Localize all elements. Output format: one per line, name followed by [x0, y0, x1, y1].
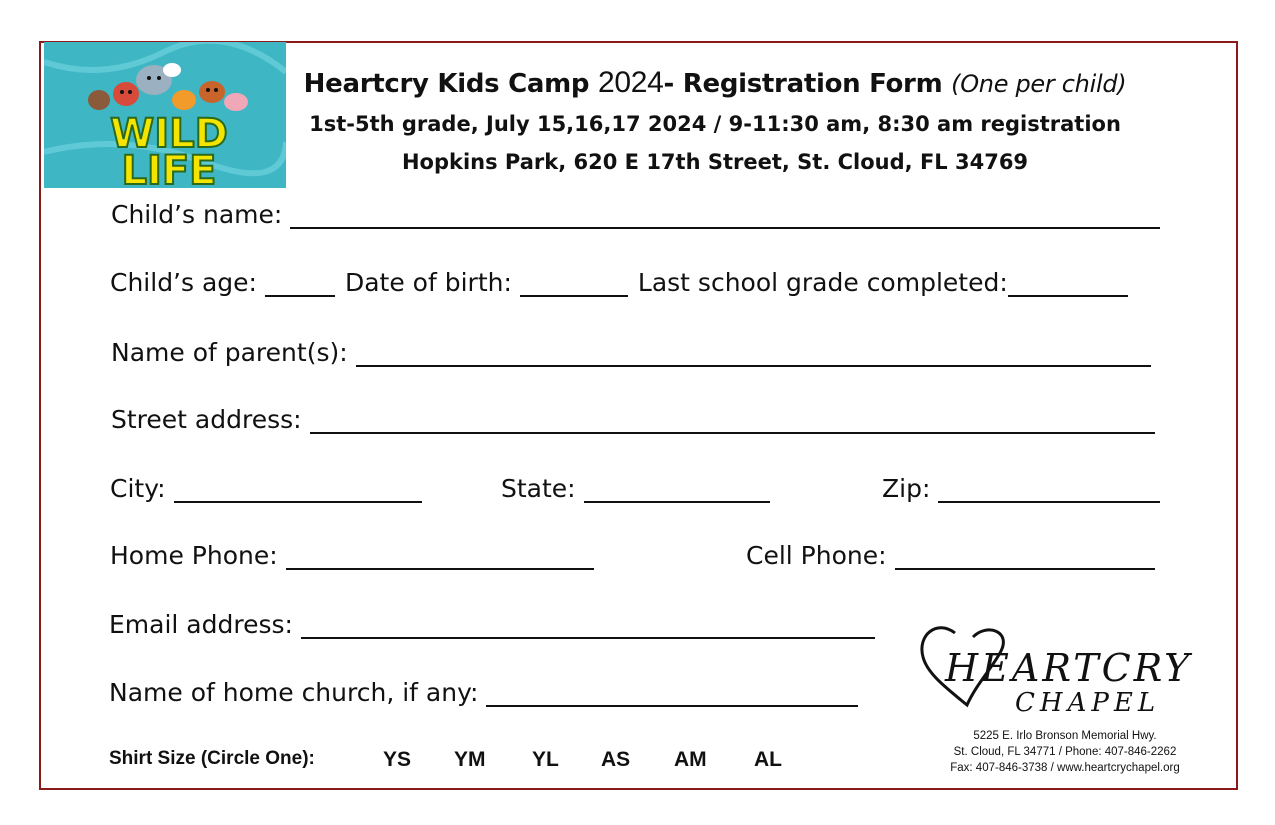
title-part-a: Heartcry Kids Camp [303, 69, 598, 99]
email-row [109, 610, 875, 639]
title-part-b: - Registration Form [663, 69, 952, 99]
city-row [110, 474, 422, 503]
church-fax-web: Fax: 407-846-3738 / www.heartcrychapel.org [950, 762, 1180, 774]
zip-row [882, 474, 1160, 503]
dob-field[interactable] [520, 273, 628, 297]
home-church-label: Name of home church, if any: [109, 678, 479, 707]
svg-text:LIFE: LIFE [121, 148, 217, 188]
email-label: Email address: [109, 610, 293, 639]
church-city-phone: St. Cloud, FL 34771 / Phone: 407-846-2262 [953, 746, 1177, 758]
state-field[interactable] [584, 479, 770, 503]
camp-times: / 9-11:30 am, 8:30 am registration [706, 112, 1121, 136]
cell-phone-field[interactable] [895, 546, 1155, 570]
shirt-size-am[interactable]: AM [674, 748, 707, 771]
parents-field[interactable] [356, 343, 1151, 367]
camp-location: Hopkins Park, 620 E 17th Street, St. Cloud, FL 34769 [401, 150, 1029, 174]
age-row [110, 268, 1128, 297]
street-field[interactable] [310, 410, 1155, 434]
shirt-size-ym[interactable]: YM [454, 748, 486, 771]
child-age-label: Child’s age: [110, 268, 257, 297]
street-label: Street address: [111, 405, 302, 434]
home-church-field[interactable] [486, 683, 858, 707]
camp-dates: July 15,16,17 2024 [486, 112, 707, 136]
camp-dates-line [290, 112, 1140, 136]
street-row [111, 405, 1155, 434]
cell-phone-row [746, 541, 1155, 570]
grade-label: Last school grade completed: [637, 268, 1008, 297]
zip-field[interactable] [938, 479, 1160, 503]
state-label: State: [501, 474, 576, 503]
child-age-field[interactable] [265, 273, 335, 297]
home-phone-field[interactable] [286, 546, 594, 570]
city-label: City: [110, 474, 166, 503]
church-address: 5225 E. Irlo Bronson Memorial Hwy. [973, 730, 1157, 742]
shirt-size-yl[interactable]: YL [532, 748, 559, 771]
home-phone-row [110, 541, 594, 570]
shirt-size-ys[interactable]: YS [383, 748, 412, 771]
title-year: 2024 [597, 66, 664, 99]
state-row [501, 474, 770, 503]
parents-row [111, 338, 1151, 367]
svg-text:WILD: WILD [110, 111, 228, 157]
home-phone-label: Home Phone: [110, 541, 278, 570]
child-name-label: Child’s name: [111, 200, 283, 229]
svg-text:HEARTCRY: HEARTCRY [945, 646, 1193, 690]
zip-label: Zip: [882, 474, 931, 503]
home-church-row [109, 678, 858, 707]
city-field[interactable] [174, 479, 422, 503]
grade-range: 1st-5th grade, [309, 112, 486, 136]
shirt-size-al[interactable]: AL [754, 748, 782, 771]
grade-field[interactable] [1008, 273, 1128, 297]
dob-label: Date of birth: [344, 268, 512, 297]
child-name-row [111, 200, 1160, 229]
svg-text:CHAPEL: CHAPEL [1015, 688, 1161, 715]
parents-label: Name of parent(s): [111, 338, 348, 367]
cell-phone-label: Cell Phone: [746, 541, 887, 570]
heartcry-chapel-logo [915, 625, 1210, 715]
form-title [290, 66, 1140, 100]
child-name-field[interactable] [290, 205, 1160, 229]
title-note: (One per child) [951, 70, 1127, 98]
email-field[interactable] [301, 615, 875, 639]
wild-life-logo [44, 42, 286, 188]
shirt-size-as[interactable]: AS [601, 748, 631, 771]
shirt-size-label: Shirt Size (Circle One): [109, 748, 315, 769]
